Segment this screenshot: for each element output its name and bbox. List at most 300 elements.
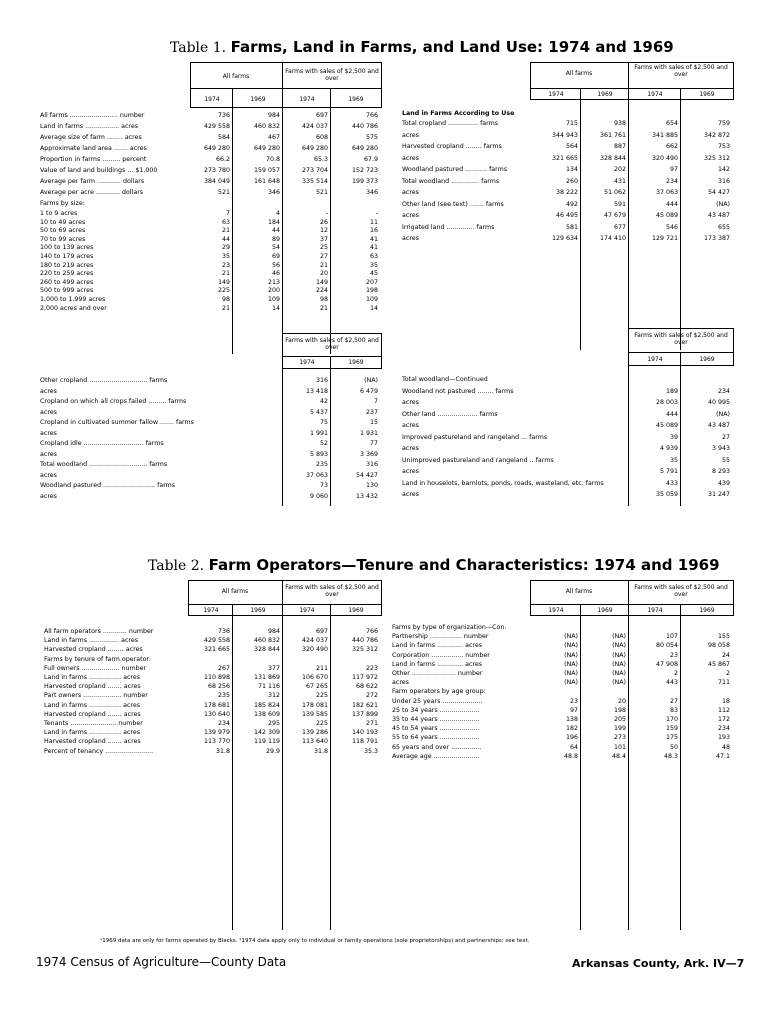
row-label: Part owners ................... number <box>44 692 148 700</box>
row-value: 320 490 <box>651 154 678 162</box>
row-value: 295 <box>267 720 280 727</box>
row-value: 649 280 <box>351 145 378 152</box>
row-label: Land in houselots, barnlots, ponds, roads, wasteland, etc. farms <box>402 479 604 487</box>
row-value: 346 <box>365 189 378 196</box>
row-value: 48 <box>721 743 730 751</box>
row-label: Average per farm ............ dollars <box>40 178 145 185</box>
row-value: 384 049 <box>203 178 230 185</box>
row-label: Woodland pastured .......................... farms <box>40 482 176 489</box>
row-value: 140 193 <box>351 729 378 737</box>
row-value: 184 <box>267 218 280 226</box>
row-value: 13 432 <box>355 492 378 500</box>
row-value: 44 <box>221 235 230 243</box>
footer-right: Arkansas County, Ark. IV—7 <box>572 957 745 970</box>
row-label: Partnership ................ number <box>392 633 489 641</box>
row-value: 440 786 <box>351 637 378 645</box>
row-value: 3 369 <box>359 450 378 458</box>
row-value: 43 487 <box>707 422 730 429</box>
row-label: 10 to 49 acres <box>40 218 86 226</box>
row-value: 325 312 <box>703 154 730 162</box>
row-value: 521 <box>315 189 328 196</box>
row-value: 130 640 <box>203 710 230 718</box>
row-value: 584 <box>217 134 230 141</box>
row-value: (NA) <box>612 679 626 687</box>
row-value: 113 770 <box>203 738 230 746</box>
row-value: 137 899 <box>351 710 378 718</box>
row-label: acres <box>402 491 419 498</box>
row-label: Average size of farm ........ acres <box>40 134 142 141</box>
row-value: 138 609 <box>253 710 280 718</box>
row-value: 119 119 <box>253 738 280 746</box>
row-value: 429 558 <box>203 637 230 645</box>
row-value: 377 <box>267 664 280 672</box>
row-label: 35 to 44 years .................... <box>392 716 480 723</box>
row-label: Harvested cropland ....... acres <box>44 710 141 718</box>
row-value: 200 <box>267 287 280 295</box>
row-value: 45 <box>369 270 378 278</box>
footer-left: 1974 Census of Agriculture—County Data <box>36 955 287 969</box>
row-value: 12 <box>319 227 328 235</box>
row-value: 23 <box>569 697 578 705</box>
row-label: Land in farms ............. acres <box>392 642 483 650</box>
row-value: 139 979 <box>203 729 230 737</box>
row-value: 51 062 <box>603 189 626 196</box>
row-value: 110 898 <box>203 674 230 681</box>
row-value: 342 872 <box>703 131 730 139</box>
row-value: 178 681 <box>203 701 230 709</box>
col-all-farms: All farms <box>222 73 250 80</box>
row-label: 1 to 9 acres <box>40 210 78 217</box>
row-value: 55 <box>721 456 730 464</box>
row-label: Harvested cropland ........ farms <box>402 143 502 150</box>
row-value: 199 <box>613 725 626 733</box>
row-value: 142 <box>717 166 730 173</box>
row-value: 213 <box>267 278 280 286</box>
row-label: acres <box>402 422 419 429</box>
row-value: 759 <box>717 120 730 127</box>
row-value: 224 <box>315 287 328 295</box>
row-label: acres <box>402 235 419 242</box>
row-value: 175 <box>665 734 678 742</box>
row-value: 460 832 <box>253 123 280 130</box>
row-value: 28 003 <box>655 399 678 406</box>
row-value: 444 <box>665 200 678 208</box>
row-value: 199 373 <box>351 178 378 185</box>
row-label: 500 to 999 acres <box>40 287 94 295</box>
row-label: Farms by tenure of farm operator: <box>44 655 152 663</box>
row-label: Corporation ................ number <box>392 651 490 659</box>
row-value: 43 487 <box>707 212 730 219</box>
row-value: 69 <box>271 253 280 260</box>
row-value: 129 721 <box>651 235 678 242</box>
row-value: 149 <box>315 278 328 286</box>
row-label: Harvested cropland ....... acres <box>44 738 141 746</box>
row-value: 107 <box>665 633 678 641</box>
row-label: Total woodland—Continued <box>402 376 488 383</box>
row-value: 424 037 <box>301 123 328 130</box>
row-value: 70.8 <box>265 156 280 163</box>
row-label: Cropland on which all crops failed ......... farms <box>40 398 187 405</box>
table1-title-text: Farms, Land in Farms, and Land Use: 1974 and 1969 <box>230 38 674 56</box>
row-value: (NA) <box>612 633 626 641</box>
row-value: 83 <box>669 706 678 714</box>
row-value: 131 869 <box>253 674 280 681</box>
row-value: 271 <box>365 720 378 727</box>
row-value: 424 037 <box>301 637 328 645</box>
row-value: 361 761 <box>599 131 626 139</box>
row-value: 273 780 <box>203 167 230 174</box>
row-value: 766 <box>365 112 378 119</box>
row-value: 316 <box>365 461 378 468</box>
row-value: 41 <box>369 235 378 243</box>
row-label: Harvested cropland ........ acres <box>44 646 143 654</box>
row-value: 41 <box>369 244 378 252</box>
row-label: acres <box>40 429 57 437</box>
row-value: 39 <box>669 433 678 441</box>
row-value: 64 <box>569 743 578 751</box>
row-value: (NA) <box>364 377 378 384</box>
row-value: 45 867 <box>707 660 730 668</box>
row-value: 649 280 <box>301 145 328 152</box>
row-value: 444 <box>665 410 678 418</box>
row-value: 697 <box>315 112 328 119</box>
row-label: acres <box>402 399 419 406</box>
row-value: 29.9 <box>265 747 280 755</box>
row-value: 273 <box>613 734 626 742</box>
table2-title: Table 2. Farm Operators—Tenure and Characteristics: 1974 and 1969 <box>148 556 720 574</box>
row-value: 24 <box>721 651 730 659</box>
row-value: 234 <box>217 720 230 727</box>
row-value: 328 844 <box>599 154 626 162</box>
row-value: 677 <box>613 223 626 231</box>
row-value: 715 <box>565 120 578 127</box>
row-value: 546 <box>665 223 678 231</box>
row-value: 106 670 <box>301 674 328 681</box>
row-value: 20 <box>617 697 626 705</box>
row-label: Proportion in farms ......... percent <box>40 156 147 163</box>
row-value: 52 <box>319 440 328 447</box>
row-value: 109 <box>365 296 378 303</box>
row-value: 521 <box>217 189 230 196</box>
row-value: 97 <box>669 166 678 173</box>
row-value: 77 <box>369 440 378 447</box>
row-value: 173 387 <box>703 235 730 242</box>
row-label: Woodland pastured ........... farms <box>402 166 508 173</box>
row-value: 54 427 <box>707 189 730 196</box>
row-label: Other ...................... number <box>392 670 483 677</box>
row-value: 938 <box>613 120 626 127</box>
row-label: 25 to 34 years .................... <box>392 706 480 714</box>
row-label: Farms by type of organization—Con. <box>392 624 507 631</box>
row-value: 198 <box>365 287 378 295</box>
row-value: 35.3 <box>363 747 378 755</box>
row-value: 23 <box>669 651 678 659</box>
row-value: 5 893 <box>309 450 328 458</box>
row-value: 8 293 <box>711 468 730 475</box>
row-value: 48.3 <box>663 752 678 760</box>
row-label: Value of land and buildings ... $1,000 <box>40 167 158 174</box>
row-value: 44 <box>271 227 280 235</box>
row-value: 207 <box>365 278 378 286</box>
row-label: acres <box>402 468 419 475</box>
row-value: 155 <box>717 633 730 641</box>
row-value: 4 <box>275 210 280 217</box>
row-value: 5 437 <box>309 408 328 416</box>
row-value: 66.2 <box>215 156 230 163</box>
row-value: 21 <box>319 261 328 269</box>
row-label: acres <box>40 450 57 458</box>
row-value: 48.8 <box>563 752 578 760</box>
row-value: 142 309 <box>253 729 280 737</box>
table1-title: Table 1. Farms, Land in Farms, and Land Use: 1974 and 1969 <box>170 38 674 56</box>
row-value: 984 <box>267 628 280 635</box>
row-label: 2,000 acres and over <box>40 304 107 312</box>
row-value: 80 054 <box>655 642 678 650</box>
row-value: 439 <box>717 479 730 487</box>
row-value: 117 972 <box>351 674 378 681</box>
row-value: 267 <box>217 664 230 672</box>
row-value: 129 634 <box>551 235 578 242</box>
row-value: 50 <box>669 743 678 751</box>
row-value: 429 558 <box>203 123 230 130</box>
row-value: 316 <box>717 177 730 185</box>
row-label: Cropland idle .............................. farms <box>40 440 164 447</box>
row-value: 21 <box>221 227 230 235</box>
row-value: 564 <box>565 143 578 150</box>
row-value: 138 <box>565 716 578 723</box>
row-label: acres <box>40 408 57 416</box>
size-head: Farms by size: <box>40 200 85 207</box>
row-label: Percent of tenancy ........................ <box>44 747 154 755</box>
row-value: 237 <box>365 408 378 416</box>
row-value: 27 <box>721 433 730 441</box>
row-value: 14 <box>369 304 378 312</box>
row-value: 13 418 <box>305 387 328 395</box>
row-value: 225 <box>217 287 230 295</box>
row-value: 1 991 <box>309 429 328 437</box>
row-label: 140 to 179 acres <box>40 253 94 260</box>
row-label: acres <box>392 679 409 687</box>
row-value: 321 665 <box>551 154 578 162</box>
row-value: 697 <box>315 628 328 635</box>
row-value: (NA) <box>612 651 626 659</box>
row-value: 443 <box>665 679 678 687</box>
row-label: Farm operators by age group: <box>392 688 486 696</box>
row-value: 185 824 <box>253 701 280 709</box>
row-value: 7 <box>373 398 378 405</box>
row-value: 9 060 <box>309 492 328 500</box>
row-value: 31.8 <box>313 747 328 755</box>
row-value: 98 <box>221 296 230 303</box>
row-value: 139 585 <box>301 710 328 718</box>
row-value: 321 665 <box>203 646 230 654</box>
row-value: 67.9 <box>363 156 378 163</box>
row-label: Irrigated land .............. farms <box>402 223 495 231</box>
row-value: 31 247 <box>707 491 730 498</box>
row-label: Harvested cropland ....... acres <box>44 683 141 691</box>
row-value: 273 704 <box>301 167 328 174</box>
row-value: 35 <box>221 253 230 260</box>
row-label: Cropland in cultivated summer fallow ....... farms <box>40 419 194 426</box>
row-value: 431 <box>613 177 626 185</box>
row-label: Other land .................... farms <box>402 410 498 418</box>
row-value: 25 <box>319 244 328 252</box>
row-value: 182 621 <box>351 701 378 709</box>
row-value: 1 931 <box>359 429 378 437</box>
row-value: 260 <box>565 177 578 185</box>
row-value: 35 <box>369 261 378 269</box>
row-label: Average age ....................... <box>392 752 480 760</box>
row-value: 47.1 <box>715 752 730 760</box>
row-value: 47 908 <box>655 660 678 668</box>
row-value: 54 427 <box>355 471 378 479</box>
row-value: 113 640 <box>301 738 328 746</box>
row-label: 50 to 69 acres <box>40 227 86 235</box>
row-label: All farms ........................ number <box>40 112 145 119</box>
row-label: Total woodland ............................. farms <box>40 461 168 468</box>
row-value: 887 <box>613 143 626 150</box>
row-value: 172 <box>717 716 730 723</box>
row-value: 63 <box>369 253 378 260</box>
row-value: 89 <box>271 235 280 243</box>
row-label: 220 to 259 acres <box>40 270 94 278</box>
row-label: Total cropland ............... farms <box>402 120 499 127</box>
row-value: 711 <box>717 679 730 687</box>
row-label: Land in farms ............... acres <box>44 637 139 645</box>
row-value: 3 943 <box>711 445 730 452</box>
row-value: 109 <box>267 296 280 303</box>
row-label: Other land (see text) ....... farms <box>402 200 504 208</box>
footnote: ¹1969 data are only for farms operated by Blacks. ²1974 data apply only to individual or family operations (sole proprietorships) and partnerships; see text. <box>100 938 530 944</box>
row-label: Unimproved pastureland and rangeland .. farms <box>402 456 554 464</box>
row-label: Land in farms ................ acres <box>44 729 141 737</box>
row-value: 467 <box>267 134 280 141</box>
row-value: - <box>325 210 328 217</box>
row-value: 159 057 <box>253 167 280 174</box>
row-value: 170 <box>665 716 678 723</box>
row-value: 139 286 <box>301 729 328 737</box>
row-label: Other cropland ............................. farms <box>40 377 168 384</box>
row-value: 575 <box>365 134 378 141</box>
row-value: 654 <box>665 120 678 127</box>
row-value: 211 <box>315 664 328 672</box>
row-value: 649 280 <box>203 145 230 152</box>
row-label: acres <box>402 189 419 196</box>
row-value: 47 679 <box>603 212 626 219</box>
row-label: Land in farms ................ acres <box>44 674 141 681</box>
row-value: 45 089 <box>655 212 678 219</box>
row-value: 649 280 <box>253 145 280 152</box>
row-value: 234 <box>717 387 730 395</box>
row-value: 27 <box>669 697 678 705</box>
row-value: 234 <box>665 177 678 185</box>
row-value: 325 312 <box>351 646 378 654</box>
row-value: 202 <box>613 166 626 173</box>
row-label: All farm operators ............ number <box>44 628 154 635</box>
row-value: 328 844 <box>253 646 280 654</box>
row-value: 591 <box>613 200 626 208</box>
row-value: 97 <box>569 706 578 714</box>
row-value: 27 <box>319 253 328 260</box>
row-value: - <box>375 210 378 217</box>
row-label: Woodland not pastured ........ farms <box>402 387 514 395</box>
row-value: 320 490 <box>301 646 328 654</box>
row-value: 312 <box>267 692 280 700</box>
row-value: (NA) <box>564 679 578 687</box>
row-value: 316 <box>315 377 328 384</box>
row-value: 48.4 <box>611 752 626 760</box>
row-value: 16 <box>369 227 378 235</box>
row-value: 766 <box>365 628 378 635</box>
row-label: acres <box>40 471 57 479</box>
row-value: 20 <box>319 270 328 278</box>
row-value: 71 116 <box>257 683 280 691</box>
row-value: 753 <box>717 143 730 150</box>
row-value: 42 <box>319 398 328 405</box>
row-label: 70 to 99 acres <box>40 235 86 243</box>
row-value: 736 <box>217 112 230 119</box>
row-value: 14 <box>271 304 280 312</box>
row-value: 460 832 <box>253 637 280 645</box>
row-label: Total woodland .............. farms <box>402 177 500 185</box>
row-value: 440 786 <box>351 123 378 130</box>
row-value: 130 <box>365 482 378 489</box>
row-value: 46 495 <box>555 212 578 219</box>
row-value: 335 514 <box>301 178 328 185</box>
row-value: 68 622 <box>355 683 378 691</box>
row-value: 40 995 <box>707 399 730 406</box>
row-value: 161 648 <box>253 178 280 185</box>
row-value: 225 <box>315 720 328 727</box>
row-value: 73 <box>319 482 328 489</box>
row-value: (NA) <box>612 642 626 650</box>
row-value: 98 058 <box>707 642 730 650</box>
row-value: 29 <box>221 244 230 252</box>
row-value: 31.8 <box>215 747 230 755</box>
row-value: 7 <box>225 210 230 217</box>
row-value: 98 <box>319 296 328 303</box>
row-value: 26 <box>319 218 328 226</box>
row-label: Average per acre ............ dollars <box>40 189 144 196</box>
row-value: 174 410 <box>599 235 626 242</box>
row-value: 433 <box>665 479 678 487</box>
row-label: Land in farms ................. acres <box>40 123 139 130</box>
row-value: 736 <box>217 628 230 635</box>
row-value: 341 885 <box>651 131 678 139</box>
row-value: 223 <box>365 664 378 672</box>
row-label: acres <box>402 212 419 219</box>
row-value: 235 <box>315 461 328 468</box>
row-value: (NA) <box>612 670 626 677</box>
row-value: 178 081 <box>301 701 328 709</box>
row-label: Under 25 years .................... <box>392 697 483 705</box>
row-value: 23 <box>221 261 230 269</box>
row-value: 225 <box>315 692 328 700</box>
row-label: Improved pastureland and rangeland ... farms <box>402 433 548 441</box>
row-label: Full owners ................... number <box>44 664 147 672</box>
row-label: Land in farms ................ acres <box>44 701 141 709</box>
row-value: 35 <box>669 456 678 464</box>
row-label: Approximate land area ....... acres <box>40 145 147 152</box>
row-value: 75 <box>319 419 328 426</box>
row-value: 196 <box>565 734 578 742</box>
row-value: 37 063 <box>305 471 328 479</box>
row-label: Land in farms ............. acres <box>392 660 483 668</box>
row-value: 67 265 <box>305 683 328 691</box>
row-label: acres <box>40 387 57 395</box>
row-value: (NA) <box>564 660 578 668</box>
row-value: (NA) <box>564 642 578 650</box>
